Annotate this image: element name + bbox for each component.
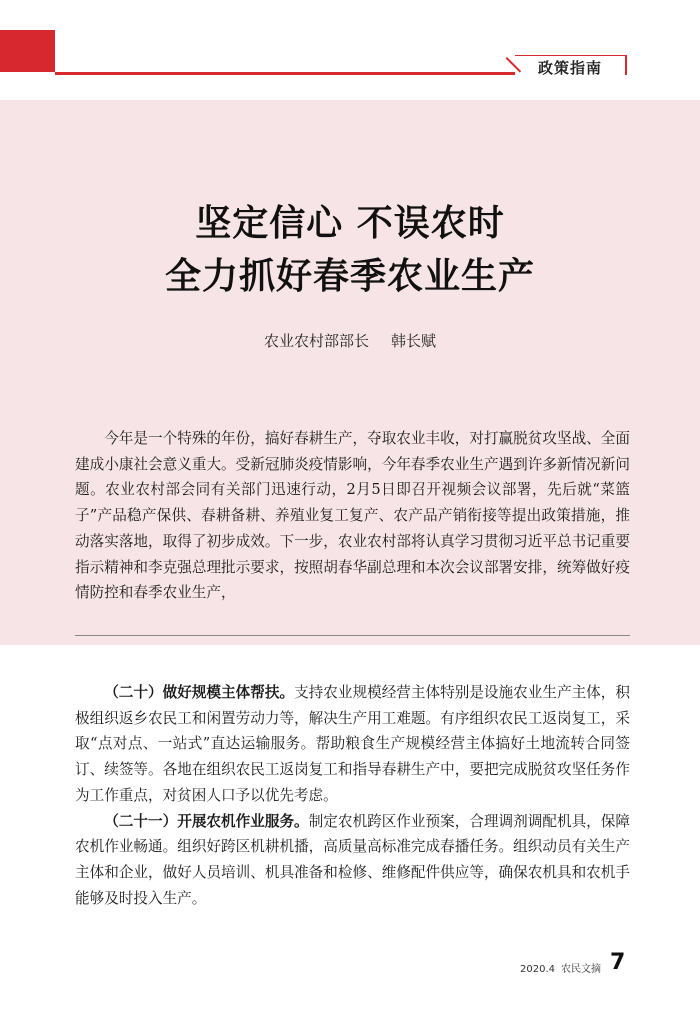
body-paragraph-21 [75,809,630,912]
section-label: 政策指南 [538,59,603,77]
article-body [75,680,630,911]
header-red-rule [55,72,515,75]
paragraph-text-20: 支持农业规模经营主体特别是设施农业生产主体，积极组织返乡农民工和闲置劳动力等，解决生产用工难题。有序组织农民工返岗复工，采取“点对点、一站式”直达运输服务。帮助粮食生产规模经营主体搞好土地流转合同签订、续签等。各地在组织农民工返岗复工和指导春耕生产中，要把完成脱贫攻坚任务作为工作重点，对贫困人口予以优先考虑。 [75,684,630,804]
footer-meta [520,960,601,975]
body-paragraph-20 [75,680,630,809]
author-byline [0,330,700,351]
section-tab-end [625,55,627,75]
article-title-line-1: 坚定信心 不误农时 [195,203,505,244]
article-intro [75,426,630,606]
intro-paragraph: 今年是一个特殊的年份，搞好春耕生产，夺取农业丰收，对打赢脱贫攻坚战、全面建成小康社会意义重大。受新冠肺炎疫情影响，今年春季农业生产遇到许多新情况新问题。农业农村部会同有关部门迅速行动，2月5日即召开视频会议部署，先后就“菜篮子”产品稳产保供、春耕备耕、养殖业复工复产、农产品产销衔接等提出政策措施，推动落实落地，取得了初步成效。下一步，农业农村部将认真学习贯彻习近平总书记重要指示精神和李克强总理批示要求，按照胡春华副总理和本次会议部署安排，统筹做好疫情防控和春季农业生产， [75,430,630,602]
article-title-line-2: 全力抓好春季农业生产 [164,256,535,297]
author-name: 韩长赋 [391,332,437,350]
footer-issue: 2020.4 [520,964,555,975]
section-divider [75,635,630,636]
paragraph-heading-21: （二十一）开展农机作业服务。 [104,812,309,830]
paragraph-heading-20: （二十）做好规模主体帮扶。 [104,684,295,701]
header-red-block [0,30,55,72]
page-number: 7 [610,950,626,975]
footer-magazine: 农民文摘 [561,964,601,975]
paragraph-text-21: 制定农机跨区作业预案，合理调剂调配机具，保障农机作业畅通。组织好跨区机耕机播，高质量高标准完成春播任务。组织动员有关生产主体和企业，做好人员培训、机具准备和检修、维修配件供应等，确保农机具和农机手能够及时投入生产。 [75,812,630,907]
author-role: 农业农村部部长 [263,332,369,350]
